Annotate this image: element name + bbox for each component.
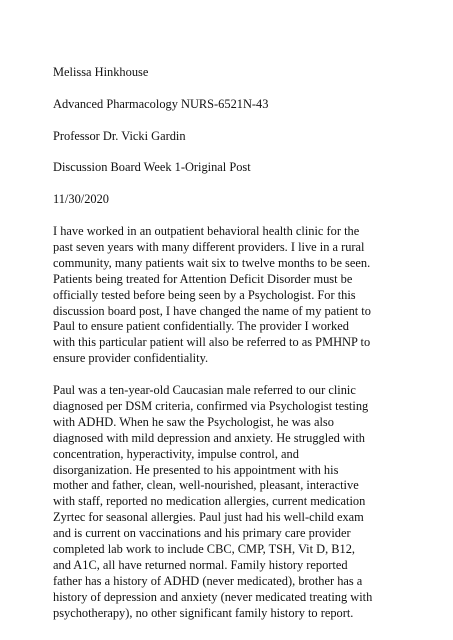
paragraph-line: with staff, reported no medication allergies, current medication [53,494,366,509]
author-name: Melissa Hinkhouse [53,65,149,79]
paragraph-line: officially tested before being seen by a Psychologist. For this [53,287,356,302]
course-title: Advanced Pharmacology NURS-6521N-43 [53,96,269,111]
paragraph-line: Paul was a ten-year-old Caucasian male referred to our clinic [53,383,356,398]
professor-name: Professor Dr. Vicki Gardin [53,128,186,143]
paragraph-line: concentration, hyperactivity, impulse control, and [53,446,299,461]
paragraph-line: community, many patients wait six to twelve months to be seen. [53,255,371,270]
paragraph-line: diagnosed with mild depression and anxiety. He struggled with [53,430,366,445]
assignment-title: Discussion Board Week 1-Original Post [53,160,251,175]
post-date: 11/30/2020 [53,192,109,207]
paragraph-line: mother and father, clean, well-nourished, pleasant, interactive [53,478,359,493]
paragraph-line: Paul to ensure patient confidentially. The provider I worked [53,319,349,334]
paragraph-line: history of depression and anxiety (never medicated treating with [53,589,373,604]
paragraph-intro [53,224,413,367]
paragraph-line: father has a history of ADHD (never medicated), brother has a [53,573,363,588]
paragraph-line: discussion board post, I have changed the name of my patient to [53,303,371,318]
paragraph-line: completed lab work to include CBC, CMP, TSH, Vit D, B12, [53,542,356,557]
paragraph-line: ensure provider confidentiality. [53,351,209,366]
paragraph-line: Patients being treated for Attention Deficit Disorder must be [53,271,353,286]
paragraph-line: disorganization. He presented to his appointment with his [53,462,339,477]
paragraph-line: diagnosed per DSM criteria, confirmed via Psychologist testing [53,398,369,413]
paragraph-line: with ADHD. When he saw the Psychologist, he was also [53,414,334,429]
paragraph-line: Zyrtec for seasonal allergies. Paul just had his well-child exam [53,510,364,525]
paragraph-line: I have worked in an outpatient behavioral health clinic for the [53,223,360,238]
paragraph-line: and A1C, all have returned normal. Family history reported [53,558,348,572]
paragraph-line: with this particular patient will also be referred to as PMHNP to [53,335,371,350]
paragraph-line: past seven years with many different providers. I live in a rural [53,239,365,254]
paragraph-line: and is current on vaccinations and his primary care provider [53,526,351,541]
paragraph-line: psychotherapy), no other significant family history to report. [53,605,354,620]
paragraph-patient [53,383,413,622]
